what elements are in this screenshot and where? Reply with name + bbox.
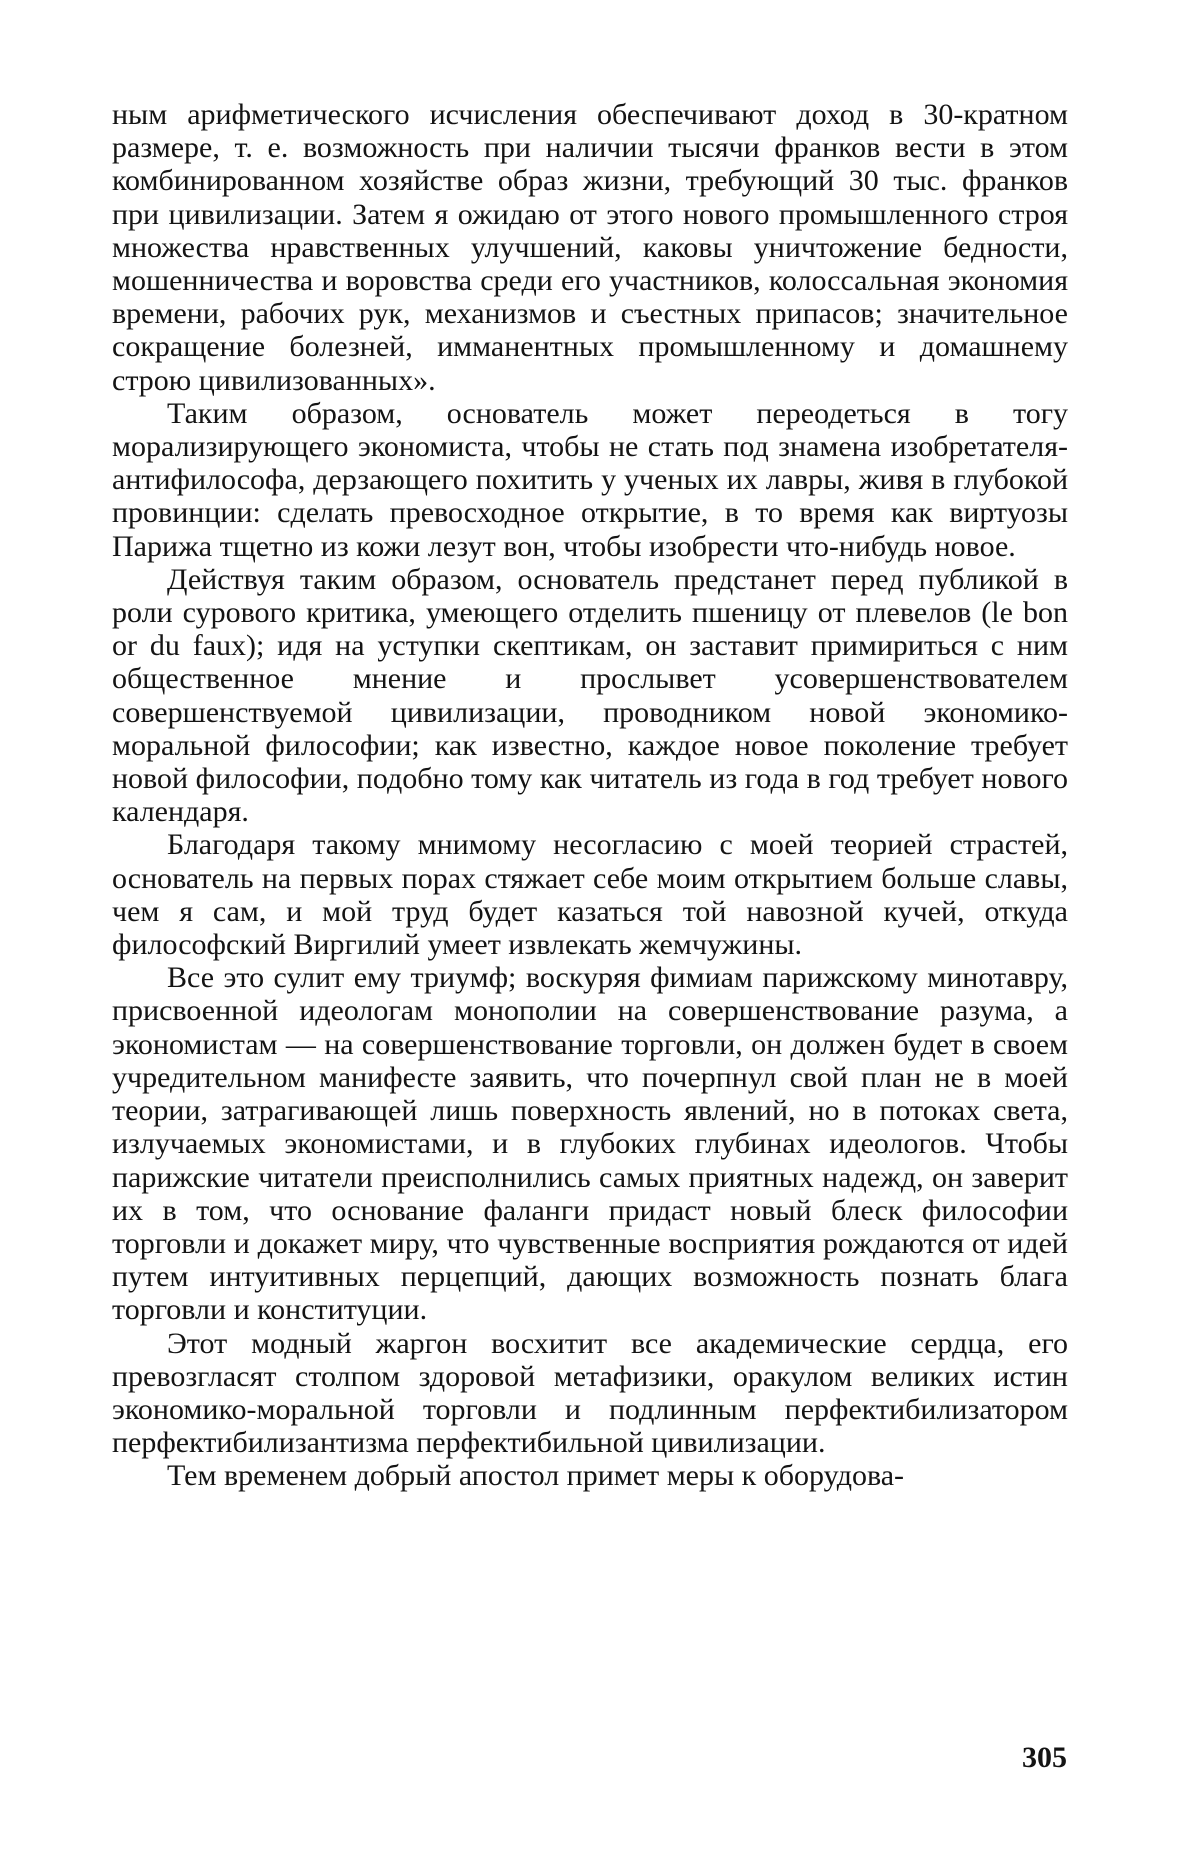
paragraph-critic-role: Действуя таким образом, основатель предстанет перед публикой в роли сурового критика, умеющего отделить пшеницу от плевелов (le bon or du faux); идя на уступки скептикам, он заставит примириться с ним общественное мнение и прослывет усовершенствователем совершенствуемой цивилизации, проводником новой экономико-моральной философии; как известно, каждое новое поколение требует новой философии, подобно тому как читатель из года в год требует нового календаря.: [112, 562, 1068, 829]
paragraph-founder-toga: Таким образом, основатель может переодеться в тогу морализирующего экономиста, чтобы не стать под знамена изобретателя-антифилософа, дерзающего похитить у ученых их лавры, живя в глубокой провинции: сделать превосходное открытие, в то время как виртуозы Парижа тщетно из кожи лезут вон, чтобы изобрести что-нибудь новое.: [112, 396, 1068, 563]
paragraph-continuation: ным арифметического исчисления обеспечивают доход в 30-кратном размере, т. е. возможность при наличии тысячи франков вести в этом комбинированном хозяйстве образ жизни, требующий 30 тыс. франков при цивилизации. Затем я ожидаю от этого нового промышленного строя множества нравственных улучшений, каковы уничтожение бедности, мошенничества и воровства среди его участников, колоссальная экономия времени, рабочих рук, механизмов и съестных припасов; значительное сокращение болезней, имманентных промышленному и домашнему строю цивилизованных».: [112, 98, 1068, 397]
page-number: 305: [1022, 1741, 1067, 1774]
paragraph-triumph: Все это сулит ему триумф; воскуряя фимиам парижскому минотавру, присвоенной идеологам монополии на совершенствование разума, а экономистам — на совершенствование торговли, он должен будет в своем учредительном манифесте заявить, что почерпнул свой план не в моей теории, затрагивающей лишь поверхность явлений, но в потоках света, излучаемых экономистами, и в глубоких глубинах идеологов. Чтобы парижские читатели преисполнились самых приятных надежд, он заверит их в том, что основание фаланги придаст новый блеск философии торговли и докажет миру, что чувственные восприятия рождаются от идей путем интуитивных перцепций, дающих возможность познать блага торговли и конституции.: [112, 961, 1068, 1327]
paragraph-apostle: Тем временем добрый апостол примет меры к оборудова-: [167, 1459, 905, 1493]
paragraph-fashionable-jargon: Этот модный жаргон восхитит все академические сердца, его превозгласят столпом здоровой метафизики, оракулом великих истин экономико-моральной торговли и подлинным перфектибилизатором перфектибилизантизма перфектибильной цивилизации.: [112, 1326, 1068, 1460]
paragraph-disagreement: Благодаря такому мнимому несогласию с моей теорией страстей, основатель на первых порах стяжает себе моим открытием больше славы, чем я сам, и мой труд будет казаться той навозной кучей, откуда философский Виргилий умеет извлекать жемчужины.: [112, 828, 1068, 962]
page-body: [112, 98, 1068, 1493]
